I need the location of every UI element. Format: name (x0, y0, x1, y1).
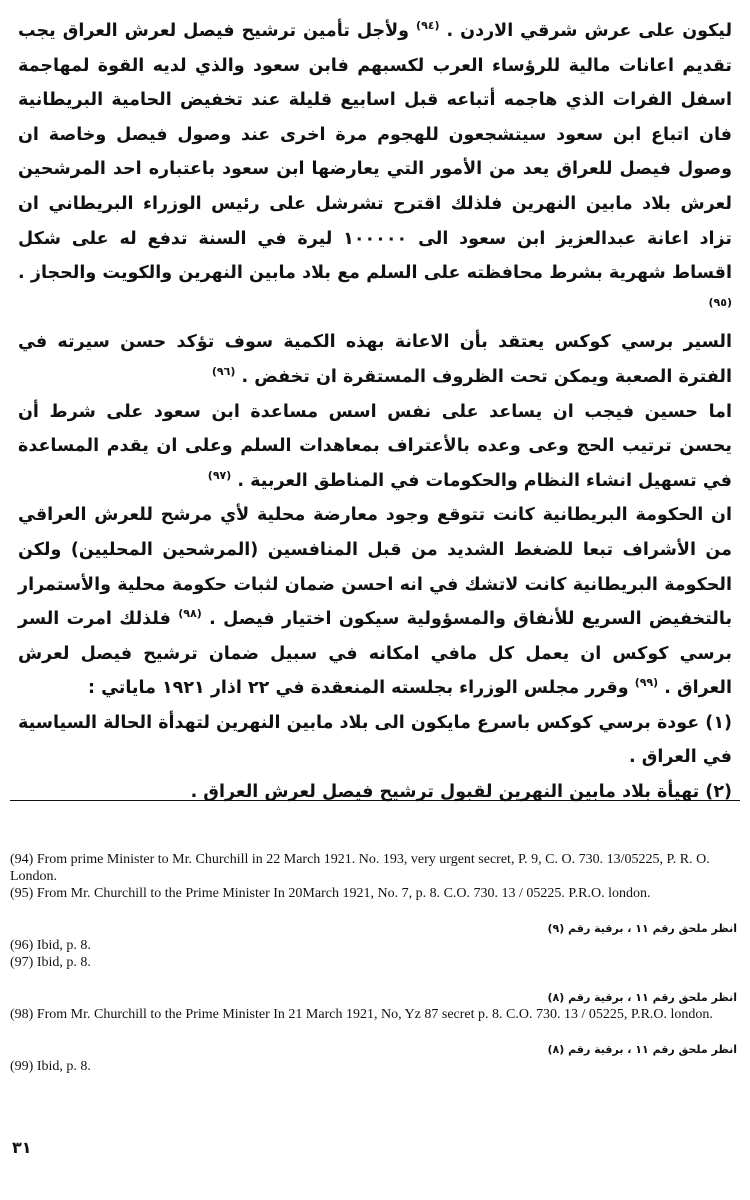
footnote-97: (97) Ibid, p. 8. (10, 955, 91, 970)
footnote-ref-97: (٩٧) (207, 468, 232, 482)
list-item-1: (١) عودة برسي كوكس باسرع مايكون الى بلاد مابين النهرين لتهدأة الحالة السياسية في العراق . (18, 712, 732, 768)
footnote-ref-98: (٩٨) (178, 607, 202, 621)
footnote-96: (96) Ibid, p. 8. (10, 938, 91, 953)
paragraph-4: ان الحكومة البريطانية كانت تتوقع وجود معارضة محلية لأي مرشح للعرش العراقي من الأشراف تبعا للضغط الشديد من قبل المنافسين (المرشحين المحليين) ولكن الحكومة البريطانية كانت لاتشك في انه احسن ضمان لثبات حكومة محلية والأستمرار بالتخفيض السريع للأنفاق والمسؤولية سيكون اختيار فيصل . $^{(٩٨)}$ فلذلك امرت السر برسي كوكس ان يعمل كل مافي امكانه في سبيل ضمان ترشيح فيصل لعرش العراق . $^{(٩٩)}$ وقرر مجلس الوزراء بجلسته المنعقدة في ٢٢ اذار ١٩٢١ ماياتي : (18, 505, 733, 699)
appendix-note-2: انظر ملحق رقم ١١ ، برقية رقم (٨) (547, 991, 737, 1004)
footnote-ref-96: (٩٦) (211, 365, 236, 379)
paragraph-1: ليكون على عرش شرقي الاردن . $^{(٩٤)}$ ولأجل تأمين ترشيح فيصل لعرش العراق يجب تقديم اعانات مالية للرؤساء العرب لكسبهم فابن سعود والذي لديه القوة لمهاجمة اسفل الفرات الذي هاجمه أتباعه قبل اسابيع قليلة عند تخفيض الحامية البريطانية فان اتباع ابن سعود سيتشجعون للهجوم مرة اخرى عند وصول فيصل وخاصة ان وصول فيصل للعراق يعد من الأمور التي يعارضها ابن سعود باعتباره احد المرشحين لعرش بلاد مابين النهرين فلذلك اقترح تشرشل على رئيس الوزراء البريطاني ان تزاد اعانة عبدالعزيز ابن سعود الى ١٠٠٠٠٠ ليرة في السنة تدفع له على شكل اقساط شهرية بشرط محافظته على السلم مع بلاد مابين النهرين والكويت والحجاز . $^{(٩٥)}$ (18, 19, 733, 309)
list-item-2: (٢) تهيأة بلاد مابين النهرين لقبول ترشيح فيصل لعرش العراق . (190, 782, 732, 803)
appendix-note-1: انظر ملحق رقم ١١ ، برقية رقم (٩) (547, 922, 737, 935)
footnote-98: (98) From Mr. Churchill to the Prime Minister In 21 March 1921, No, Yz 87 secret p. 8. C.O. 730. 13 / 05225, P.R.O. london. (10, 1007, 713, 1022)
paragraph-3: اما حسين فيجب ان يساعد على نفس اسس مساعدة ابن سعود على شرط أن يحسن ترتيب الحج وعى وعده بالأعتراف بمعاهدات السلم وعلى ان يقدم المساعدة في تسهيل انشاء النظام والحكومات في المناطق العربية . $^{(٩٧)}$ (18, 401, 732, 491)
footnote-ref-99: (٩٩) (634, 676, 659, 690)
paragraph-2: السير برسي كوكس يعتقد بأن الاعانة بهذه الكمية سوف تؤكد حسن سيرته في الفترة الصعبة ويمكن تحت الظروف المستقرة ان تخفض . $^{(٩٦)}$ (18, 332, 732, 387)
footnote-99: (99) Ibid, p. 8. (10, 1059, 91, 1074)
footnote-94: (94) From prime Minister to Mr. Churchill in 22 March 1921. No. 193, very urgent secret, P. 9, C. O. 730. 13/05225, P. R. O. London. (10, 852, 710, 884)
footnote-95: (95) From Mr. Churchill to the Prime Minister In 20March 1921, No. 7, p. 8. C.O. 730. 13 / 05225. P.R.O. london. (10, 886, 651, 901)
footnote-divider (10, 800, 740, 801)
appendix-note-3: انظر ملحق رقم ١١ ، برقية رقم (٨) (547, 1043, 737, 1056)
footnote-ref-94: (٩٤) (416, 19, 440, 33)
arabic-body-text (18, 14, 732, 810)
footnotes-section (10, 851, 740, 1075)
footnote-ref-95: (٩٥) (708, 295, 732, 309)
page-number: ٣١ (12, 1138, 32, 1157)
